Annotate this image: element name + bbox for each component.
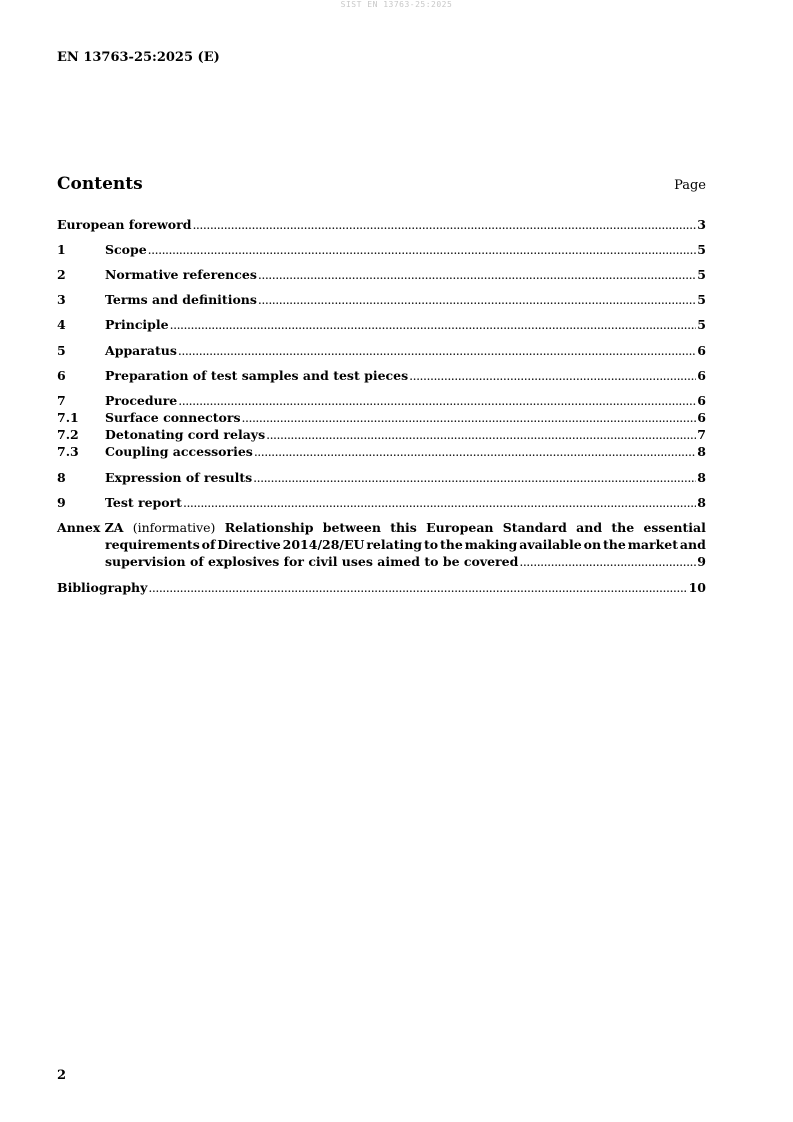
dot-leader (192, 216, 696, 233)
annex-title-line-2 (57, 536, 706, 553)
toc-entry-number: 6 (57, 368, 66, 383)
toc-entry-page: 8 (697, 495, 706, 510)
toc-entry-label: Detonating cord relays (105, 427, 266, 442)
annex-word: essential (643, 520, 706, 535)
annex-word: Standard (502, 520, 567, 535)
dot-leader (519, 553, 696, 570)
annex-word: on (583, 537, 602, 552)
toc-entry-page: 10 (688, 580, 706, 595)
annex-word: 2014/28/EU (282, 537, 365, 552)
dot-leader (148, 241, 697, 258)
dot-leader (254, 443, 696, 460)
toc-entry-detonating-cord-relays[interactable] (57, 426, 706, 443)
toc-entry-number: 3 (57, 292, 66, 307)
toc-entry-number: 5 (57, 343, 66, 358)
toc-entry-preparation[interactable] (57, 367, 706, 384)
contents-header (57, 174, 706, 198)
annex-title-line-3 (57, 553, 706, 570)
annex-title-end: supervision of explosives for civil uses aimed to be covered (105, 554, 519, 569)
toc-entry-european-foreword[interactable] (57, 216, 706, 233)
toc-entry-page: 6 (697, 393, 706, 408)
toc-entry-page: 5 (697, 317, 706, 332)
dot-leader (170, 316, 697, 333)
toc-entry-label: Expression of results (105, 470, 253, 485)
annex-prefix: Annex ZA (57, 520, 124, 535)
annex-word: Directive (217, 537, 281, 552)
toc-entry-number: 9 (57, 495, 66, 510)
toc-entry-scope[interactable] (57, 241, 706, 258)
annex-word: requirements (105, 537, 200, 552)
toc-entry-page: 6 (697, 343, 706, 358)
toc-entry-label: Preparation of test samples and test pieces (105, 368, 409, 383)
annex-word: the (611, 520, 635, 535)
dot-leader (178, 392, 696, 409)
toc-entry-page: 5 (697, 292, 706, 307)
toc-entry-number: 1 (57, 242, 66, 257)
contents-title: Contents (57, 174, 143, 194)
toc-entry-number: 8 (57, 470, 66, 485)
dot-leader (258, 266, 696, 283)
annex-word: this (390, 520, 417, 535)
toc-entry-number: 7.2 (57, 427, 79, 442)
annex-word: and (576, 520, 603, 535)
toc-entry-page: 7 (697, 427, 706, 442)
toc-entry-coupling-accessories[interactable] (57, 443, 706, 460)
toc-entry-page: 6 (697, 368, 706, 383)
toc-entry-page: 6 (697, 410, 706, 425)
toc-entry-number: 7.3 (57, 444, 79, 459)
toc-entry-apparatus[interactable] (57, 342, 706, 359)
toc-entry-label: Scope (105, 242, 147, 257)
toc-entry-procedure[interactable] (57, 392, 706, 409)
toc-entry-normative-references[interactable] (57, 266, 706, 283)
toc-entry-page: 8 (697, 470, 706, 485)
dot-leader (266, 426, 696, 443)
toc-entry-number: 7.1 (57, 410, 79, 425)
dot-leader (409, 367, 696, 384)
annex-word: European (426, 520, 494, 535)
dot-leader (178, 342, 696, 359)
toc-entry-label: Normative references (105, 267, 257, 282)
toc-entry-label: Coupling accessories (105, 444, 253, 459)
toc-entry-bibliography[interactable] (57, 579, 706, 596)
toc-entry-number: 4 (57, 317, 66, 332)
annex-title-line-1 (57, 519, 706, 536)
annex-word: Relationship (224, 520, 314, 535)
document-identifier: EN 13763-25:2025 (E) (57, 50, 220, 65)
toc-entry-terms-and-definitions[interactable] (57, 291, 706, 308)
dot-leader (242, 409, 697, 426)
watermark: SIST EN 13763-25:2025 (340, 0, 453, 9)
toc-entry-label: Terms and definitions (105, 292, 257, 307)
page-column-label: Page (674, 178, 706, 193)
toc-entry-label: Bibliography (57, 580, 148, 595)
annex-word: to (423, 537, 439, 552)
toc-entry-expression-of-results[interactable] (57, 469, 706, 486)
toc-entry-label: Procedure (105, 393, 178, 408)
toc-entry-surface-connectors[interactable] (57, 409, 706, 426)
annex-word: and (679, 537, 706, 552)
toc-entry-page: 5 (697, 242, 706, 257)
annex-word: making (464, 537, 518, 552)
annex-word: available (519, 537, 582, 552)
toc-entry-number: 7 (57, 393, 66, 408)
toc-entry-label: European foreword (57, 217, 192, 232)
annex-word: the (602, 537, 626, 552)
toc-entry-label: Principle (105, 317, 169, 332)
page-number: 2 (57, 1068, 67, 1083)
dot-leader (253, 469, 696, 486)
annex-word: market (627, 537, 679, 552)
toc-entry-page: 3 (697, 217, 706, 232)
toc-entry-annex-za[interactable] (57, 519, 706, 570)
toc-entry-label: Apparatus (105, 343, 177, 358)
dot-leader (183, 494, 696, 511)
toc-entry-page: 5 (697, 267, 706, 282)
annex-word: the (440, 537, 463, 552)
annex-word: of (201, 537, 216, 552)
dot-leader (258, 291, 696, 308)
toc-entry-test-report[interactable] (57, 494, 706, 511)
annex-word: relating (366, 537, 423, 552)
annex-word: between (322, 520, 381, 535)
toc-entry-label: Test report (105, 495, 182, 510)
toc-entry-principle[interactable] (57, 316, 706, 333)
annex-qualifier: (informative) (132, 520, 216, 535)
toc-entry-number: 2 (57, 267, 66, 282)
toc-entry-page: 9 (697, 554, 706, 569)
dot-leader (148, 579, 687, 596)
toc-entry-label: Surface connectors (105, 410, 241, 425)
toc-entry-page: 8 (697, 444, 706, 459)
